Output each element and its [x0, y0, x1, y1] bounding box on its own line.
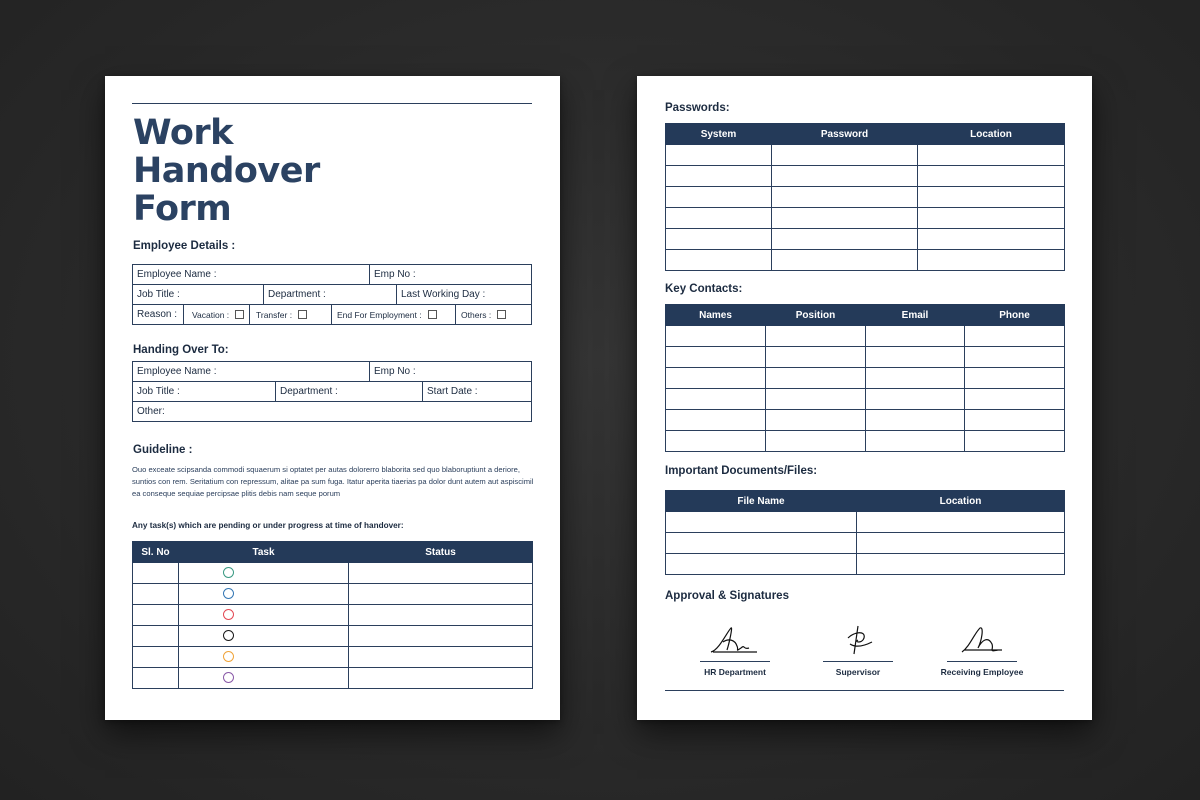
contact-cell[interactable] [766, 389, 866, 410]
task-cell[interactable] [179, 563, 349, 584]
task-sl-no-cell[interactable] [133, 584, 179, 605]
document-cell[interactable] [857, 512, 1065, 533]
task-sl-no-cell[interactable] [133, 626, 179, 647]
receiving-employee-label: Receiving Employee [940, 667, 1024, 677]
guideline-text: Ouo exceate scipsanda commodi squaerum si optatet per autas dolorerro blaborita sed quo blaboruptiunt a deriore, suntios con rem. Seritatium con repressum, alitae pa sum fuga. Itatur aperita tiaerias pa dolor dunt autem aut aspiscimil ea conseque sequiae percipsae plitis debis nam seque porum [132, 465, 534, 498]
title-line-2: Handover [133, 151, 320, 191]
contact-cell[interactable] [965, 389, 1065, 410]
contact-cell[interactable] [666, 347, 766, 368]
password-cell[interactable] [666, 166, 772, 187]
passwords-table [665, 123, 1065, 271]
task-row [133, 668, 533, 689]
col-doc-location: Location [857, 491, 1065, 512]
document-row [666, 533, 1065, 554]
task-row [133, 605, 533, 626]
contact-row [666, 410, 1065, 431]
document-row [666, 554, 1065, 575]
task-status-circle-icon[interactable] [223, 651, 234, 662]
password-cell[interactable] [666, 229, 772, 250]
password-cell[interactable] [772, 250, 918, 271]
tasks-header-row [133, 542, 533, 563]
last-working-day-label: Last Working Day : [401, 289, 486, 300]
task-row [133, 626, 533, 647]
task-row [133, 647, 533, 668]
transfer-checkbox[interactable] [298, 310, 307, 319]
task-status-circle-icon[interactable] [223, 672, 234, 683]
handing-over-box [132, 361, 532, 422]
password-row [666, 250, 1065, 271]
task-status-circle-icon[interactable] [223, 630, 234, 641]
receiver-signature-line [947, 661, 1017, 662]
others-label: Others : [461, 309, 492, 320]
col-file-name: File Name [666, 491, 857, 512]
contact-cell[interactable] [666, 368, 766, 389]
others-option[interactable] [456, 305, 531, 324]
receiver-department-label: Department : [280, 386, 338, 397]
receiver-job-title-field[interactable] [133, 382, 276, 402]
password-cell[interactable] [772, 229, 918, 250]
task-sl-no-cell[interactable] [133, 668, 179, 689]
employee-details-heading: Employee Details : [133, 240, 236, 252]
employee-name-field[interactable] [133, 265, 370, 285]
reason-label-cell [133, 305, 184, 324]
password-cell[interactable] [918, 250, 1065, 271]
contact-cell[interactable] [666, 431, 766, 452]
task-status-cell[interactable] [349, 584, 533, 605]
col-password: Password [772, 124, 918, 145]
receiver-job-title-label: Job Title : [137, 386, 180, 397]
receiver-name-label: Employee Name : [137, 366, 217, 377]
password-cell[interactable] [918, 229, 1065, 250]
contact-cell[interactable] [866, 410, 965, 431]
password-row [666, 187, 1065, 208]
vacation-option[interactable] [184, 305, 250, 324]
contact-cell[interactable] [866, 326, 965, 347]
signature-receiving-employee[interactable] [937, 624, 1027, 677]
transfer-option[interactable] [250, 305, 332, 324]
receiver-emp-no-label: Emp No : [374, 366, 416, 377]
document-row [666, 512, 1065, 533]
start-date-field[interactable] [423, 382, 531, 402]
document-cell[interactable] [857, 533, 1065, 554]
contact-cell[interactable] [766, 368, 866, 389]
employee-name-label: Employee Name : [137, 269, 217, 280]
approval-heading: Approval & Signatures [665, 590, 789, 602]
contact-cell[interactable] [766, 431, 866, 452]
hr-signature-line [700, 661, 770, 662]
emp-no-label: Emp No : [374, 269, 416, 280]
task-cell[interactable] [179, 647, 349, 668]
task-row [133, 584, 533, 605]
task-status-cell[interactable] [349, 647, 533, 668]
contact-cell[interactable] [766, 410, 866, 431]
password-cell[interactable] [666, 187, 772, 208]
password-cell[interactable] [772, 145, 918, 166]
password-cell[interactable] [666, 208, 772, 229]
signature-hr[interactable] [695, 624, 775, 677]
emp-no-field[interactable] [370, 265, 531, 285]
password-cell[interactable] [918, 145, 1065, 166]
guideline-heading: Guideline : [133, 444, 193, 456]
password-cell[interactable] [772, 187, 918, 208]
document-cell[interactable] [666, 533, 857, 554]
vacation-checkbox[interactable] [235, 310, 244, 319]
password-cell[interactable] [772, 166, 918, 187]
supervisor-label: Supervisor [835, 667, 881, 677]
document-cell[interactable] [857, 554, 1065, 575]
password-row [666, 208, 1065, 229]
task-status-cell[interactable] [349, 668, 533, 689]
title-line-3: Form [133, 189, 232, 229]
receiver-signature-scribble [952, 624, 1012, 656]
reason-label: Reason : [137, 309, 178, 320]
supervisor-signature-scribble [828, 624, 888, 656]
task-status-circle-icon[interactable] [223, 609, 234, 620]
other-label: Other: [137, 406, 165, 417]
col-position: Position [766, 305, 866, 326]
tasks-table [132, 541, 533, 689]
document-cell[interactable] [666, 554, 857, 575]
hr-signature-scribble [705, 624, 765, 656]
key-contacts-header-row [666, 305, 1065, 326]
job-title-label: Job Title : [137, 289, 180, 300]
col-email: Email [866, 305, 965, 326]
task-cell[interactable] [179, 626, 349, 647]
employee-details-box [132, 264, 532, 325]
col-system: System [666, 124, 772, 145]
documents-table [665, 490, 1065, 575]
signature-supervisor[interactable] [818, 624, 898, 677]
password-cell[interactable] [666, 145, 772, 166]
password-cell[interactable] [666, 250, 772, 271]
contact-cell[interactable] [666, 389, 766, 410]
col-phone: Phone [965, 305, 1065, 326]
department-field[interactable] [264, 285, 397, 305]
col-status: Status [349, 542, 533, 563]
receiver-name-field[interactable] [133, 362, 370, 382]
task-status-circle-icon[interactable] [223, 567, 234, 578]
contact-row [666, 431, 1065, 452]
contact-cell[interactable] [866, 347, 965, 368]
contact-cell[interactable] [965, 410, 1065, 431]
contact-cell[interactable] [666, 410, 766, 431]
col-location: Location [918, 124, 1065, 145]
contact-cell[interactable] [666, 326, 766, 347]
password-row [666, 166, 1065, 187]
passwords-heading: Passwords: [665, 102, 730, 114]
contact-row [666, 389, 1065, 410]
password-cell[interactable] [772, 208, 918, 229]
other-field[interactable] [133, 402, 531, 421]
document-cell[interactable] [666, 512, 857, 533]
password-cell[interactable] [918, 208, 1065, 229]
key-contacts-heading: Key Contacts: [665, 283, 743, 295]
password-cell[interactable] [918, 166, 1065, 187]
task-cell[interactable] [179, 584, 349, 605]
contact-cell[interactable] [866, 431, 965, 452]
form-title [133, 114, 320, 228]
title-line-1: Work [133, 113, 233, 153]
end-for-employment-option[interactable] [332, 305, 456, 324]
start-date-label: Start Date : [427, 386, 478, 397]
col-names: Names [666, 305, 766, 326]
last-working-day-field[interactable] [397, 285, 531, 305]
contact-cell[interactable] [866, 389, 965, 410]
contact-cell[interactable] [965, 326, 1065, 347]
contact-row [666, 368, 1065, 389]
task-status-cell[interactable] [349, 563, 533, 584]
task-cell[interactable] [179, 668, 349, 689]
end-for-employment-label: End For Employment : [337, 309, 422, 320]
col-sl-no: Sl. No [133, 542, 179, 563]
contact-row [666, 326, 1065, 347]
contact-cell[interactable] [766, 326, 866, 347]
passwords-header-row [666, 124, 1065, 145]
contact-cell[interactable] [965, 368, 1065, 389]
pending-tasks-note: Any task(s) which are pending or under progress at time of handover: [132, 521, 404, 530]
task-sl-no-cell[interactable] [133, 563, 179, 584]
vacation-label: Vacation : [192, 309, 230, 320]
receiver-emp-no-field[interactable] [370, 362, 531, 382]
task-status-cell[interactable] [349, 605, 533, 626]
documents-heading: Important Documents/Files: [665, 465, 818, 477]
contact-cell[interactable] [766, 347, 866, 368]
form-page-right [637, 76, 1092, 720]
documents-header-row [666, 491, 1065, 512]
job-title-field[interactable] [133, 285, 264, 305]
password-cell[interactable] [918, 187, 1065, 208]
contact-cell[interactable] [866, 368, 965, 389]
task-sl-no-cell[interactable] [133, 605, 179, 626]
bottom-rule [665, 690, 1064, 691]
receiver-department-field[interactable] [276, 382, 423, 402]
department-label: Department : [268, 289, 326, 300]
top-rule [132, 103, 532, 104]
password-row [666, 229, 1065, 250]
password-row [666, 145, 1065, 166]
contact-cell[interactable] [965, 347, 1065, 368]
col-task: Task [179, 542, 349, 563]
task-cell[interactable] [179, 605, 349, 626]
contact-cell[interactable] [965, 431, 1065, 452]
form-page-left [105, 76, 560, 720]
contact-row [666, 347, 1065, 368]
task-sl-no-cell[interactable] [133, 647, 179, 668]
task-status-cell[interactable] [349, 626, 533, 647]
hr-department-label: HR Department [704, 667, 766, 677]
key-contacts-table [665, 304, 1065, 452]
task-row [133, 563, 533, 584]
supervisor-signature-line [823, 661, 893, 662]
handing-over-heading: Handing Over To: [133, 344, 229, 356]
task-status-circle-icon[interactable] [223, 588, 234, 599]
others-checkbox[interactable] [497, 310, 506, 319]
transfer-label: Transfer : [256, 309, 293, 320]
end-for-employment-checkbox[interactable] [428, 310, 437, 319]
